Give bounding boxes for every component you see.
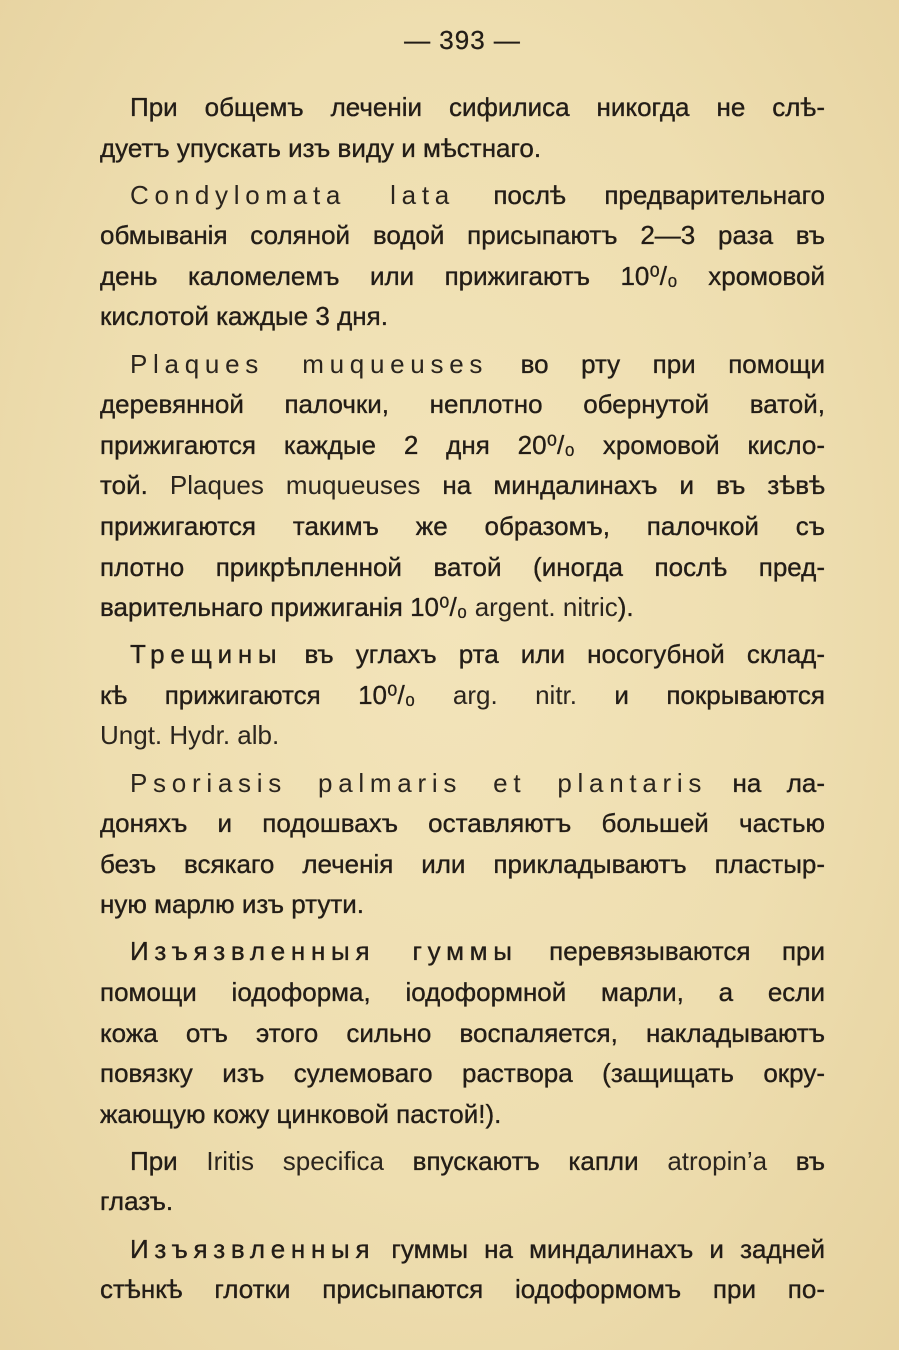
spaced-emphasis-text: Изъязвленныя гуммы xyxy=(130,936,518,967)
text-line xyxy=(100,215,825,256)
text-segment: кѣ прижигаются 10⁰/₀ xyxy=(100,679,453,710)
latin-term: arg. nitr. xyxy=(452,679,577,710)
text-segment: и покрываются xyxy=(577,679,825,710)
text-line xyxy=(100,884,825,925)
text-line xyxy=(100,972,825,1013)
text-segment: стѣнкѣ глотки присыпаются іодоформомъ при по- xyxy=(100,1274,825,1305)
paragraph xyxy=(100,634,825,756)
text-line xyxy=(100,425,825,466)
page-number: — 393 — xyxy=(404,25,521,55)
text-line xyxy=(100,587,825,628)
text-line xyxy=(100,465,825,506)
text-segment: доняхъ и подошвахъ оставляютъ большей частью xyxy=(100,808,825,839)
paragraph xyxy=(100,1229,825,1310)
text-line xyxy=(100,296,825,337)
text-segment: жающую кожу цинковой пастой!). xyxy=(100,1098,502,1129)
text-line xyxy=(100,715,825,756)
text-line xyxy=(100,128,825,169)
text-segment: повязку изъ сулемоваго раствора (защищать окру- xyxy=(100,1058,825,1089)
text-segment: впускаютъ капли xyxy=(383,1145,668,1176)
text-segment: на миндалинахъ и въ зѣвѣ xyxy=(420,470,825,501)
text-segment: въ xyxy=(767,1145,825,1176)
text-line xyxy=(100,634,825,675)
text-line xyxy=(100,844,825,885)
text-line xyxy=(100,506,825,547)
text-column xyxy=(100,87,825,1310)
text-segment: той. xyxy=(100,470,170,501)
text-line xyxy=(100,344,825,385)
text-segment: день каломелемъ или прижигаютъ 10⁰/₀ хромовой xyxy=(100,260,825,291)
text-line xyxy=(100,1141,825,1182)
text-line xyxy=(100,87,825,128)
text-line xyxy=(100,256,825,297)
text-segment: въ углахъ рта или носогубной склад- xyxy=(282,639,825,670)
text-line xyxy=(100,1013,825,1054)
text-segment: При общемъ леченіи сифилиса никогда не слѣ- xyxy=(130,92,825,122)
text-line xyxy=(100,763,825,804)
text-segment: гуммы на миндалинахъ и задней xyxy=(375,1233,825,1264)
text-line xyxy=(100,931,825,972)
text-segment: обмыванія соляной водой присыпаютъ 2—3 раза въ xyxy=(100,220,825,251)
latin-term: Iritis specifica xyxy=(206,1145,384,1176)
spaced-emphasis-text: Трещины xyxy=(130,639,283,670)
spaced-emphasis-text: Plaques muqueuses xyxy=(130,348,489,379)
paragraph xyxy=(100,763,825,925)
paragraph xyxy=(100,1141,825,1222)
text-segment: на ла- xyxy=(707,767,825,798)
text-segment: варительнаго прижиганія 10⁰/₀ xyxy=(100,592,475,623)
latin-term: Plaques muqueuses xyxy=(169,470,421,501)
text-segment: ). xyxy=(617,592,634,623)
text-segment: прижигаются каждые 2 дня 20⁰/₀ хромовой кисло- xyxy=(100,429,825,460)
text-line xyxy=(100,1181,825,1222)
text-segment: При xyxy=(130,1145,207,1176)
text-segment: прижигаются такимъ же образомъ, палочкой съ xyxy=(100,510,825,541)
text-line xyxy=(100,1053,825,1094)
text-line xyxy=(100,1094,825,1135)
paragraph xyxy=(100,344,825,628)
latin-term: atropin’a xyxy=(667,1145,768,1176)
text-line xyxy=(100,1229,825,1270)
text-line xyxy=(100,547,825,588)
text-segment: кислотой каждые 3 дня. xyxy=(100,301,388,332)
text-segment: помощи іодоформа, іодоформной марли, а если xyxy=(100,976,825,1007)
text-segment: послѣ предварительнаго xyxy=(454,179,825,210)
text-segment: плотно прикрѣпленной ватой (иногда послѣ пред- xyxy=(100,551,825,582)
spaced-emphasis-text: Condylomata lata xyxy=(130,179,455,210)
text-segment: деревянной палочки, неплотно обернутой ватой, xyxy=(100,389,825,420)
text-segment: глазъ. xyxy=(100,1186,174,1217)
latin-term: argent. nitric xyxy=(474,592,618,623)
spaced-emphasis-text: Изъязвленныя xyxy=(130,1233,376,1264)
text-segment: безъ всякаго леченія или прикладываютъ пластыр- xyxy=(100,848,825,879)
text-segment: во рту при помощи xyxy=(488,348,825,379)
paragraph xyxy=(100,87,825,168)
latin-term: Ungt. Hydr. alb. xyxy=(100,720,280,751)
text-line xyxy=(100,803,825,844)
text-segment: дуетъ упускать изъ виду и мѣстнаго. xyxy=(100,132,542,163)
text-line xyxy=(100,175,825,216)
text-line xyxy=(100,384,825,425)
text-segment: перевязываются при xyxy=(517,936,825,967)
text-segment: ную марлю изъ ртути. xyxy=(100,889,364,920)
paragraph xyxy=(100,175,825,337)
text-line xyxy=(100,1269,825,1310)
spaced-emphasis-text: Psoriasis palmaris et plantaris xyxy=(130,767,708,798)
text-line xyxy=(100,675,825,716)
text-segment: кожа отъ этого сильно воспаляется, накладываютъ xyxy=(100,1017,825,1048)
paragraph xyxy=(100,931,825,1134)
